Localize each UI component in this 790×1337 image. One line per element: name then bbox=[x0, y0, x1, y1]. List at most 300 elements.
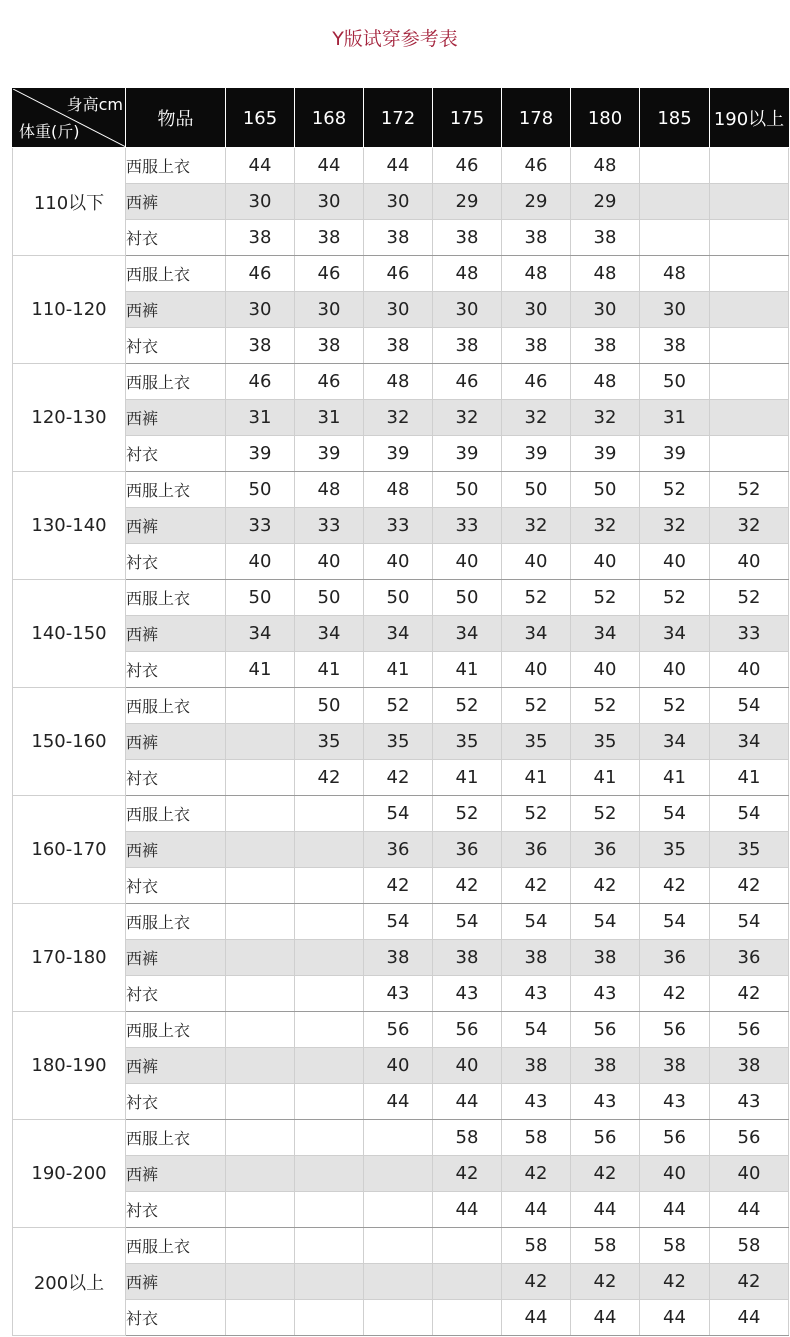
size-value-cell: 54 bbox=[640, 904, 710, 940]
size-value-cell bbox=[226, 940, 295, 976]
size-value-cell: 40 bbox=[710, 652, 789, 688]
item-name-cell: 西服上衣 bbox=[126, 472, 226, 508]
table-row bbox=[13, 616, 789, 652]
size-value-cell: 56 bbox=[571, 1012, 640, 1048]
size-value-cell: 44 bbox=[364, 1084, 433, 1120]
size-value-cell bbox=[710, 292, 789, 328]
size-value-cell bbox=[364, 1228, 433, 1264]
table-row bbox=[13, 472, 789, 508]
size-value-cell: 31 bbox=[640, 400, 710, 436]
size-value-cell bbox=[226, 796, 295, 832]
size-value-cell: 32 bbox=[571, 400, 640, 436]
size-value-cell bbox=[295, 868, 364, 904]
size-value-cell: 38 bbox=[571, 1048, 640, 1084]
item-name-cell: 西裤 bbox=[126, 400, 226, 436]
size-value-cell: 39 bbox=[226, 436, 295, 472]
size-value-cell: 39 bbox=[295, 436, 364, 472]
item-name-cell: 西裤 bbox=[126, 616, 226, 652]
size-value-cell bbox=[710, 184, 789, 220]
size-value-cell bbox=[226, 868, 295, 904]
item-name-cell: 衬衣 bbox=[126, 868, 226, 904]
size-value-cell: 35 bbox=[640, 832, 710, 868]
size-value-cell: 56 bbox=[640, 1120, 710, 1156]
size-value-cell: 40 bbox=[571, 652, 640, 688]
size-value-cell: 44 bbox=[364, 148, 433, 184]
height-column-header: 185 bbox=[640, 89, 710, 148]
size-value-cell bbox=[364, 1192, 433, 1228]
item-column-header: 物品 bbox=[126, 89, 226, 148]
table-row bbox=[13, 1156, 789, 1192]
size-value-cell: 50 bbox=[226, 580, 295, 616]
size-value-cell bbox=[226, 1192, 295, 1228]
size-value-cell: 44 bbox=[640, 1300, 710, 1336]
size-value-cell: 56 bbox=[640, 1012, 710, 1048]
item-name-cell: 衬衣 bbox=[126, 1300, 226, 1336]
height-column-header: 165 bbox=[226, 89, 295, 148]
size-value-cell bbox=[226, 1156, 295, 1192]
size-value-cell: 38 bbox=[571, 940, 640, 976]
size-value-cell: 40 bbox=[640, 652, 710, 688]
size-value-cell: 42 bbox=[571, 868, 640, 904]
size-value-cell: 52 bbox=[502, 580, 571, 616]
table-row bbox=[13, 1192, 789, 1228]
size-value-cell: 54 bbox=[433, 904, 502, 940]
size-value-cell: 36 bbox=[710, 940, 789, 976]
size-value-cell: 44 bbox=[295, 148, 364, 184]
size-value-cell bbox=[295, 1156, 364, 1192]
size-value-cell: 46 bbox=[502, 148, 571, 184]
size-value-cell: 58 bbox=[433, 1120, 502, 1156]
size-value-cell bbox=[433, 1264, 502, 1300]
size-value-cell: 36 bbox=[640, 940, 710, 976]
size-value-cell: 41 bbox=[502, 760, 571, 796]
size-value-cell: 34 bbox=[226, 616, 295, 652]
size-value-cell: 34 bbox=[640, 616, 710, 652]
size-value-cell: 44 bbox=[433, 1084, 502, 1120]
size-value-cell: 39 bbox=[502, 436, 571, 472]
weight-range-cell: 110以下 bbox=[13, 148, 126, 256]
weight-range-cell: 160-170 bbox=[13, 796, 126, 904]
size-value-cell: 41 bbox=[640, 760, 710, 796]
table-row bbox=[13, 976, 789, 1012]
size-value-cell: 41 bbox=[364, 652, 433, 688]
size-value-cell: 30 bbox=[502, 292, 571, 328]
size-value-cell: 42 bbox=[640, 1264, 710, 1300]
size-value-cell: 38 bbox=[364, 328, 433, 364]
table-row bbox=[13, 688, 789, 724]
size-value-cell: 30 bbox=[226, 292, 295, 328]
item-name-cell: 衬衣 bbox=[126, 436, 226, 472]
size-value-cell: 40 bbox=[710, 1156, 789, 1192]
size-value-cell: 52 bbox=[571, 580, 640, 616]
size-value-cell bbox=[226, 1300, 295, 1336]
size-value-cell bbox=[226, 904, 295, 940]
size-value-cell: 42 bbox=[571, 1264, 640, 1300]
size-value-cell: 52 bbox=[710, 472, 789, 508]
size-value-cell: 35 bbox=[710, 832, 789, 868]
item-name-cell: 西服上衣 bbox=[126, 1012, 226, 1048]
size-value-cell bbox=[226, 1228, 295, 1264]
size-value-cell: 42 bbox=[710, 1264, 789, 1300]
size-value-cell: 35 bbox=[295, 724, 364, 760]
size-value-cell: 58 bbox=[502, 1120, 571, 1156]
size-value-cell: 52 bbox=[433, 796, 502, 832]
size-value-cell: 44 bbox=[502, 1300, 571, 1336]
size-value-cell: 34 bbox=[364, 616, 433, 652]
size-value-cell: 50 bbox=[571, 472, 640, 508]
size-value-cell: 40 bbox=[433, 1048, 502, 1084]
size-value-cell: 38 bbox=[364, 220, 433, 256]
item-name-cell: 衬衣 bbox=[126, 760, 226, 796]
corner-weight-label: 体重(斤) bbox=[19, 122, 80, 141]
table-row bbox=[13, 652, 789, 688]
size-value-cell: 46 bbox=[364, 256, 433, 292]
page-title: Y版试穿参考表 bbox=[332, 28, 458, 50]
item-name-cell: 衬衣 bbox=[126, 544, 226, 580]
table-row bbox=[13, 544, 789, 580]
size-value-cell: 52 bbox=[710, 580, 789, 616]
size-value-cell: 38 bbox=[433, 220, 502, 256]
size-value-cell: 44 bbox=[226, 148, 295, 184]
item-name-cell: 西裤 bbox=[126, 508, 226, 544]
size-value-cell: 42 bbox=[710, 976, 789, 1012]
size-value-cell: 42 bbox=[640, 976, 710, 1012]
weight-range-cell: 170-180 bbox=[13, 904, 126, 1012]
size-value-cell: 30 bbox=[226, 184, 295, 220]
size-value-cell: 34 bbox=[295, 616, 364, 652]
size-value-cell: 42 bbox=[364, 868, 433, 904]
size-value-cell: 42 bbox=[571, 1156, 640, 1192]
size-value-cell: 36 bbox=[571, 832, 640, 868]
size-value-cell: 41 bbox=[433, 760, 502, 796]
size-value-cell: 30 bbox=[295, 292, 364, 328]
size-value-cell: 42 bbox=[502, 1264, 571, 1300]
size-value-cell bbox=[226, 1048, 295, 1084]
size-value-cell bbox=[295, 976, 364, 1012]
size-value-cell: 48 bbox=[364, 364, 433, 400]
size-value-cell: 39 bbox=[571, 436, 640, 472]
size-value-cell: 43 bbox=[640, 1084, 710, 1120]
size-value-cell: 48 bbox=[571, 364, 640, 400]
table-row bbox=[13, 184, 789, 220]
item-name-cell: 衬衣 bbox=[126, 652, 226, 688]
height-column-header: 190以上 bbox=[710, 89, 789, 148]
size-value-cell bbox=[226, 1084, 295, 1120]
size-value-cell: 58 bbox=[710, 1228, 789, 1264]
size-value-cell: 52 bbox=[640, 580, 710, 616]
size-value-cell: 32 bbox=[571, 508, 640, 544]
weight-range-cell: 190-200 bbox=[13, 1120, 126, 1228]
size-value-cell bbox=[710, 400, 789, 436]
size-value-cell: 30 bbox=[364, 184, 433, 220]
size-value-cell: 46 bbox=[295, 256, 364, 292]
size-value-cell bbox=[226, 724, 295, 760]
item-name-cell: 西服上衣 bbox=[126, 1228, 226, 1264]
table-row bbox=[13, 292, 789, 328]
size-value-cell: 40 bbox=[571, 544, 640, 580]
corner-header-cell bbox=[13, 89, 126, 148]
table-body bbox=[13, 148, 789, 1336]
size-value-cell: 34 bbox=[433, 616, 502, 652]
size-value-cell: 48 bbox=[433, 256, 502, 292]
size-value-cell bbox=[295, 796, 364, 832]
size-value-cell: 33 bbox=[364, 508, 433, 544]
weight-range-cell: 150-160 bbox=[13, 688, 126, 796]
size-value-cell: 38 bbox=[571, 220, 640, 256]
size-value-cell: 46 bbox=[295, 364, 364, 400]
table-row bbox=[13, 1228, 789, 1264]
size-value-cell: 41 bbox=[433, 652, 502, 688]
size-value-cell: 44 bbox=[571, 1300, 640, 1336]
size-value-cell bbox=[295, 904, 364, 940]
item-name-cell: 西裤 bbox=[126, 292, 226, 328]
table-row bbox=[13, 1084, 789, 1120]
size-value-cell: 41 bbox=[710, 760, 789, 796]
size-value-cell: 40 bbox=[364, 1048, 433, 1084]
size-value-cell bbox=[710, 364, 789, 400]
size-value-cell: 35 bbox=[571, 724, 640, 760]
size-value-cell: 32 bbox=[710, 508, 789, 544]
size-value-cell: 38 bbox=[433, 940, 502, 976]
size-value-cell: 52 bbox=[571, 796, 640, 832]
size-value-cell: 52 bbox=[571, 688, 640, 724]
size-value-cell: 34 bbox=[640, 724, 710, 760]
size-value-cell: 46 bbox=[226, 364, 295, 400]
size-value-cell: 56 bbox=[364, 1012, 433, 1048]
size-value-cell: 32 bbox=[433, 400, 502, 436]
size-value-cell: 29 bbox=[433, 184, 502, 220]
table-row bbox=[13, 1264, 789, 1300]
weight-range-cell: 180-190 bbox=[13, 1012, 126, 1120]
item-name-cell: 西服上衣 bbox=[126, 1120, 226, 1156]
item-name-cell: 西服上衣 bbox=[126, 580, 226, 616]
size-value-cell bbox=[295, 1228, 364, 1264]
item-name-cell: 西裤 bbox=[126, 724, 226, 760]
size-value-cell: 50 bbox=[226, 472, 295, 508]
size-value-cell bbox=[226, 688, 295, 724]
table-row bbox=[13, 256, 789, 292]
size-value-cell bbox=[710, 256, 789, 292]
size-value-cell: 46 bbox=[226, 256, 295, 292]
size-value-cell: 41 bbox=[295, 652, 364, 688]
size-value-cell: 58 bbox=[640, 1228, 710, 1264]
size-value-cell bbox=[226, 760, 295, 796]
size-value-cell: 31 bbox=[295, 400, 364, 436]
size-value-cell bbox=[364, 1264, 433, 1300]
size-value-cell bbox=[710, 436, 789, 472]
size-value-cell: 42 bbox=[710, 868, 789, 904]
size-value-cell bbox=[226, 1264, 295, 1300]
size-value-cell: 38 bbox=[364, 940, 433, 976]
size-value-cell: 43 bbox=[502, 1084, 571, 1120]
table-row bbox=[13, 148, 789, 184]
size-value-cell: 40 bbox=[502, 652, 571, 688]
size-value-cell: 40 bbox=[364, 544, 433, 580]
size-value-cell: 42 bbox=[502, 1156, 571, 1192]
size-reference-table bbox=[12, 88, 789, 1336]
size-value-cell: 52 bbox=[433, 688, 502, 724]
size-value-cell: 40 bbox=[433, 544, 502, 580]
item-name-cell: 西服上衣 bbox=[126, 148, 226, 184]
size-value-cell: 54 bbox=[364, 796, 433, 832]
height-column-header: 168 bbox=[295, 89, 364, 148]
size-value-cell: 33 bbox=[295, 508, 364, 544]
table-row bbox=[13, 220, 789, 256]
size-value-cell: 42 bbox=[502, 868, 571, 904]
item-name-cell: 衬衣 bbox=[126, 328, 226, 364]
size-value-cell: 41 bbox=[226, 652, 295, 688]
size-value-cell: 54 bbox=[571, 904, 640, 940]
table-row bbox=[13, 1300, 789, 1336]
size-value-cell: 48 bbox=[571, 256, 640, 292]
size-value-cell bbox=[295, 1084, 364, 1120]
size-value-cell: 48 bbox=[502, 256, 571, 292]
size-value-cell: 34 bbox=[710, 724, 789, 760]
size-value-cell: 38 bbox=[640, 1048, 710, 1084]
table-row bbox=[13, 868, 789, 904]
size-value-cell: 34 bbox=[571, 616, 640, 652]
size-value-cell bbox=[295, 1012, 364, 1048]
table-row bbox=[13, 760, 789, 796]
size-value-cell bbox=[433, 1300, 502, 1336]
size-value-cell: 32 bbox=[364, 400, 433, 436]
size-value-cell bbox=[433, 1228, 502, 1264]
size-value-cell bbox=[640, 184, 710, 220]
table-row bbox=[13, 796, 789, 832]
size-value-cell bbox=[364, 1300, 433, 1336]
size-value-cell bbox=[710, 220, 789, 256]
table-row bbox=[13, 724, 789, 760]
item-name-cell: 西裤 bbox=[126, 940, 226, 976]
size-value-cell: 36 bbox=[502, 832, 571, 868]
size-value-cell: 40 bbox=[502, 544, 571, 580]
size-value-cell: 44 bbox=[571, 1192, 640, 1228]
size-value-cell: 54 bbox=[502, 1012, 571, 1048]
item-name-cell: 西裤 bbox=[126, 832, 226, 868]
item-name-cell: 西服上衣 bbox=[126, 688, 226, 724]
size-value-cell: 52 bbox=[640, 472, 710, 508]
item-name-cell: 西裤 bbox=[126, 1048, 226, 1084]
size-value-cell: 40 bbox=[226, 544, 295, 580]
size-value-cell: 50 bbox=[364, 580, 433, 616]
size-value-cell: 38 bbox=[502, 328, 571, 364]
size-value-cell bbox=[710, 328, 789, 364]
size-value-cell: 50 bbox=[502, 472, 571, 508]
table-row bbox=[13, 832, 789, 868]
item-name-cell: 西裤 bbox=[126, 1156, 226, 1192]
table-row bbox=[13, 904, 789, 940]
size-value-cell: 48 bbox=[640, 256, 710, 292]
size-value-cell: 50 bbox=[295, 688, 364, 724]
size-value-cell: 40 bbox=[710, 544, 789, 580]
size-value-cell: 46 bbox=[433, 148, 502, 184]
size-value-cell: 44 bbox=[502, 1192, 571, 1228]
table-row bbox=[13, 328, 789, 364]
size-value-cell: 44 bbox=[710, 1300, 789, 1336]
weight-range-cell: 200以上 bbox=[13, 1228, 126, 1336]
size-value-cell: 43 bbox=[502, 976, 571, 1012]
size-value-cell: 42 bbox=[433, 1156, 502, 1192]
size-value-cell: 50 bbox=[433, 580, 502, 616]
size-value-cell: 35 bbox=[433, 724, 502, 760]
size-value-cell: 39 bbox=[640, 436, 710, 472]
size-value-cell bbox=[295, 1048, 364, 1084]
size-value-cell bbox=[640, 220, 710, 256]
size-value-cell: 54 bbox=[364, 904, 433, 940]
size-value-cell: 30 bbox=[364, 292, 433, 328]
size-value-cell bbox=[295, 1264, 364, 1300]
size-value-cell: 30 bbox=[571, 292, 640, 328]
size-value-cell: 50 bbox=[295, 580, 364, 616]
size-value-cell: 29 bbox=[571, 184, 640, 220]
size-value-cell: 56 bbox=[710, 1120, 789, 1156]
size-value-cell: 32 bbox=[502, 508, 571, 544]
size-value-cell: 34 bbox=[502, 616, 571, 652]
size-value-cell: 43 bbox=[433, 976, 502, 1012]
table-row bbox=[13, 580, 789, 616]
size-value-cell bbox=[295, 940, 364, 976]
size-value-cell: 44 bbox=[640, 1192, 710, 1228]
item-name-cell: 西裤 bbox=[126, 1264, 226, 1300]
size-value-cell: 42 bbox=[364, 760, 433, 796]
header-row bbox=[13, 89, 789, 148]
size-value-cell: 39 bbox=[364, 436, 433, 472]
size-value-cell bbox=[226, 976, 295, 1012]
size-value-cell: 42 bbox=[640, 868, 710, 904]
size-value-cell: 50 bbox=[433, 472, 502, 508]
size-value-cell: 38 bbox=[295, 220, 364, 256]
size-value-cell: 52 bbox=[364, 688, 433, 724]
item-name-cell: 西裤 bbox=[126, 184, 226, 220]
size-value-cell bbox=[710, 148, 789, 184]
size-value-cell: 43 bbox=[571, 1084, 640, 1120]
weight-range-cell: 120-130 bbox=[13, 364, 126, 472]
size-value-cell: 48 bbox=[364, 472, 433, 508]
size-value-cell bbox=[226, 832, 295, 868]
size-value-cell: 48 bbox=[571, 148, 640, 184]
item-name-cell: 西服上衣 bbox=[126, 256, 226, 292]
size-value-cell: 35 bbox=[502, 724, 571, 760]
size-value-cell bbox=[295, 1120, 364, 1156]
size-value-cell: 33 bbox=[710, 616, 789, 652]
size-value-cell: 46 bbox=[502, 364, 571, 400]
size-value-cell: 41 bbox=[571, 760, 640, 796]
table-row bbox=[13, 436, 789, 472]
size-value-cell: 31 bbox=[226, 400, 295, 436]
size-value-cell: 30 bbox=[433, 292, 502, 328]
size-value-cell: 40 bbox=[295, 544, 364, 580]
item-name-cell: 西服上衣 bbox=[126, 904, 226, 940]
size-value-cell: 38 bbox=[502, 940, 571, 976]
size-value-cell: 56 bbox=[571, 1120, 640, 1156]
size-value-cell bbox=[640, 148, 710, 184]
size-value-cell: 58 bbox=[571, 1228, 640, 1264]
table-row bbox=[13, 1012, 789, 1048]
size-value-cell: 38 bbox=[433, 328, 502, 364]
size-value-cell: 30 bbox=[295, 184, 364, 220]
size-value-cell bbox=[295, 1192, 364, 1228]
size-value-cell: 38 bbox=[640, 328, 710, 364]
size-value-cell: 44 bbox=[710, 1192, 789, 1228]
size-value-cell: 46 bbox=[433, 364, 502, 400]
height-column-header: 178 bbox=[502, 89, 571, 148]
height-column-header: 180 bbox=[571, 89, 640, 148]
size-value-cell: 52 bbox=[640, 688, 710, 724]
size-value-cell: 54 bbox=[502, 904, 571, 940]
weight-range-cell: 140-150 bbox=[13, 580, 126, 688]
height-column-header: 175 bbox=[433, 89, 502, 148]
table-row bbox=[13, 508, 789, 544]
